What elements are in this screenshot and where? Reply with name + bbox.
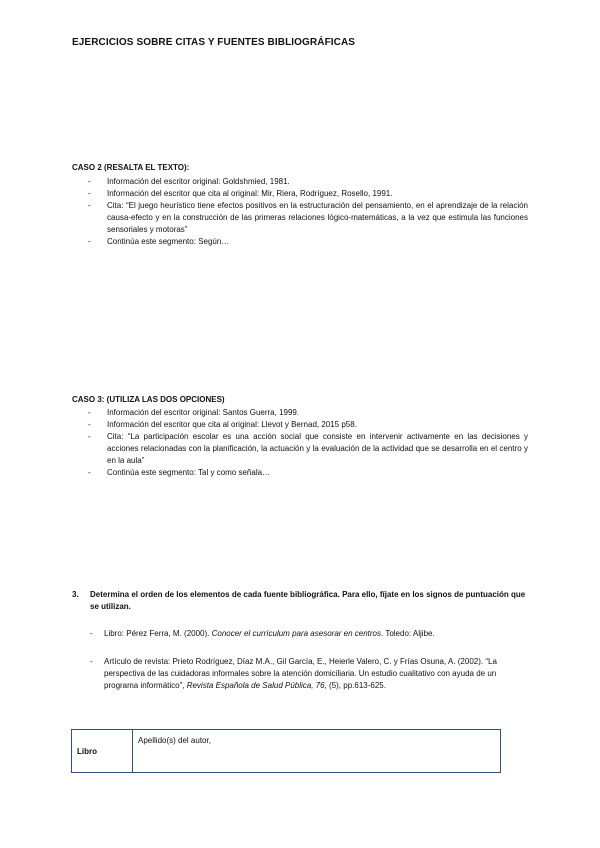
- table-label-cell: Libro: [72, 730, 133, 773]
- list-item: - Información del escritor que cita al original: Mir, Riera, Rodríguez, Rosello, 1991.: [88, 188, 528, 200]
- ref-text: Artículo de revista: Prieto Rodríguez, Díaz M.A., Gil García, E., Heierle Valero, C. y Frías Osuna, A. (2002). “La perspectiva de las cuidadoras informales sobre la atención domiciliaria. Un estudio cualitativo con ayuda de un programa informático”,: [104, 657, 497, 690]
- reference-libro: [90, 628, 524, 640]
- caso3-heading: CASO 3: (UTILIZA LAS DOS OPCIONES): [72, 395, 225, 404]
- ref-text-end: (5), pp.613-625.: [326, 681, 386, 690]
- bibliography-table: [71, 729, 501, 773]
- section-3-instruction: [72, 589, 527, 613]
- caso2-heading: CASO 2 (RESALTA EL TEXTO):: [72, 163, 190, 172]
- ref-text: Libro: Pérez Ferra, M. (2000).: [104, 629, 212, 638]
- ref-text-end: . Toledo: Aljibe.: [381, 629, 435, 638]
- bullet-dash: -: [90, 629, 93, 638]
- list-item: - Continúa este segmento: Según…: [88, 236, 528, 248]
- list-item: - Cita: “La participación escolar es una acción social que consiste en intervenir activamente en las decisiones y acciones relacionadas con la planificación, la actuación y la evaluación de la actividad que se desarrolla en el centro y en la aula”: [88, 431, 528, 467]
- table-row: [72, 730, 501, 773]
- caso2-list: [88, 176, 528, 248]
- list-item: - Información del escritor original: Goldshmied, 1981.: [88, 176, 528, 188]
- list-item: - Continúa este segmento: Tal y como señala…: [88, 467, 528, 479]
- list-item: - Información del escritor original: Santos Guerra, 1999.: [88, 407, 528, 419]
- list-item: - Cita: “El juego heurístico tiene efectos positivos en la estructuración del pensamiento, en el aprendizaje de la relación causa-efecto y en la construcción de las primeras relaciones lógico-matemáticas, a la vez que estimula las funciones sensoriales y motoras”: [88, 200, 528, 236]
- section-text: Determina el orden de los elementos de cada fuente bibliográfica. Para ello, fíjate en los signos de puntuación que se utilizan.: [90, 590, 526, 611]
- page-title: EJERCICIOS SOBRE CITAS Y FUENTES BIBLIOGRÁFICAS: [72, 37, 356, 48]
- ref-title: Conocer el currículum para asesorar en centros: [211, 629, 382, 638]
- reference-articulo: [90, 656, 524, 692]
- bullet-dash: -: [90, 657, 93, 666]
- table-value-cell[interactable]: Apellido(s) del autor,: [133, 730, 501, 773]
- list-item: - Información del escritor que cita al original: Llevot y Bernad, 2015 p58.: [88, 419, 528, 431]
- caso3-list: [88, 407, 528, 479]
- section-number: 3.: [72, 590, 79, 599]
- ref-journal: Revista Española de Salud Pública, 76,: [186, 681, 327, 690]
